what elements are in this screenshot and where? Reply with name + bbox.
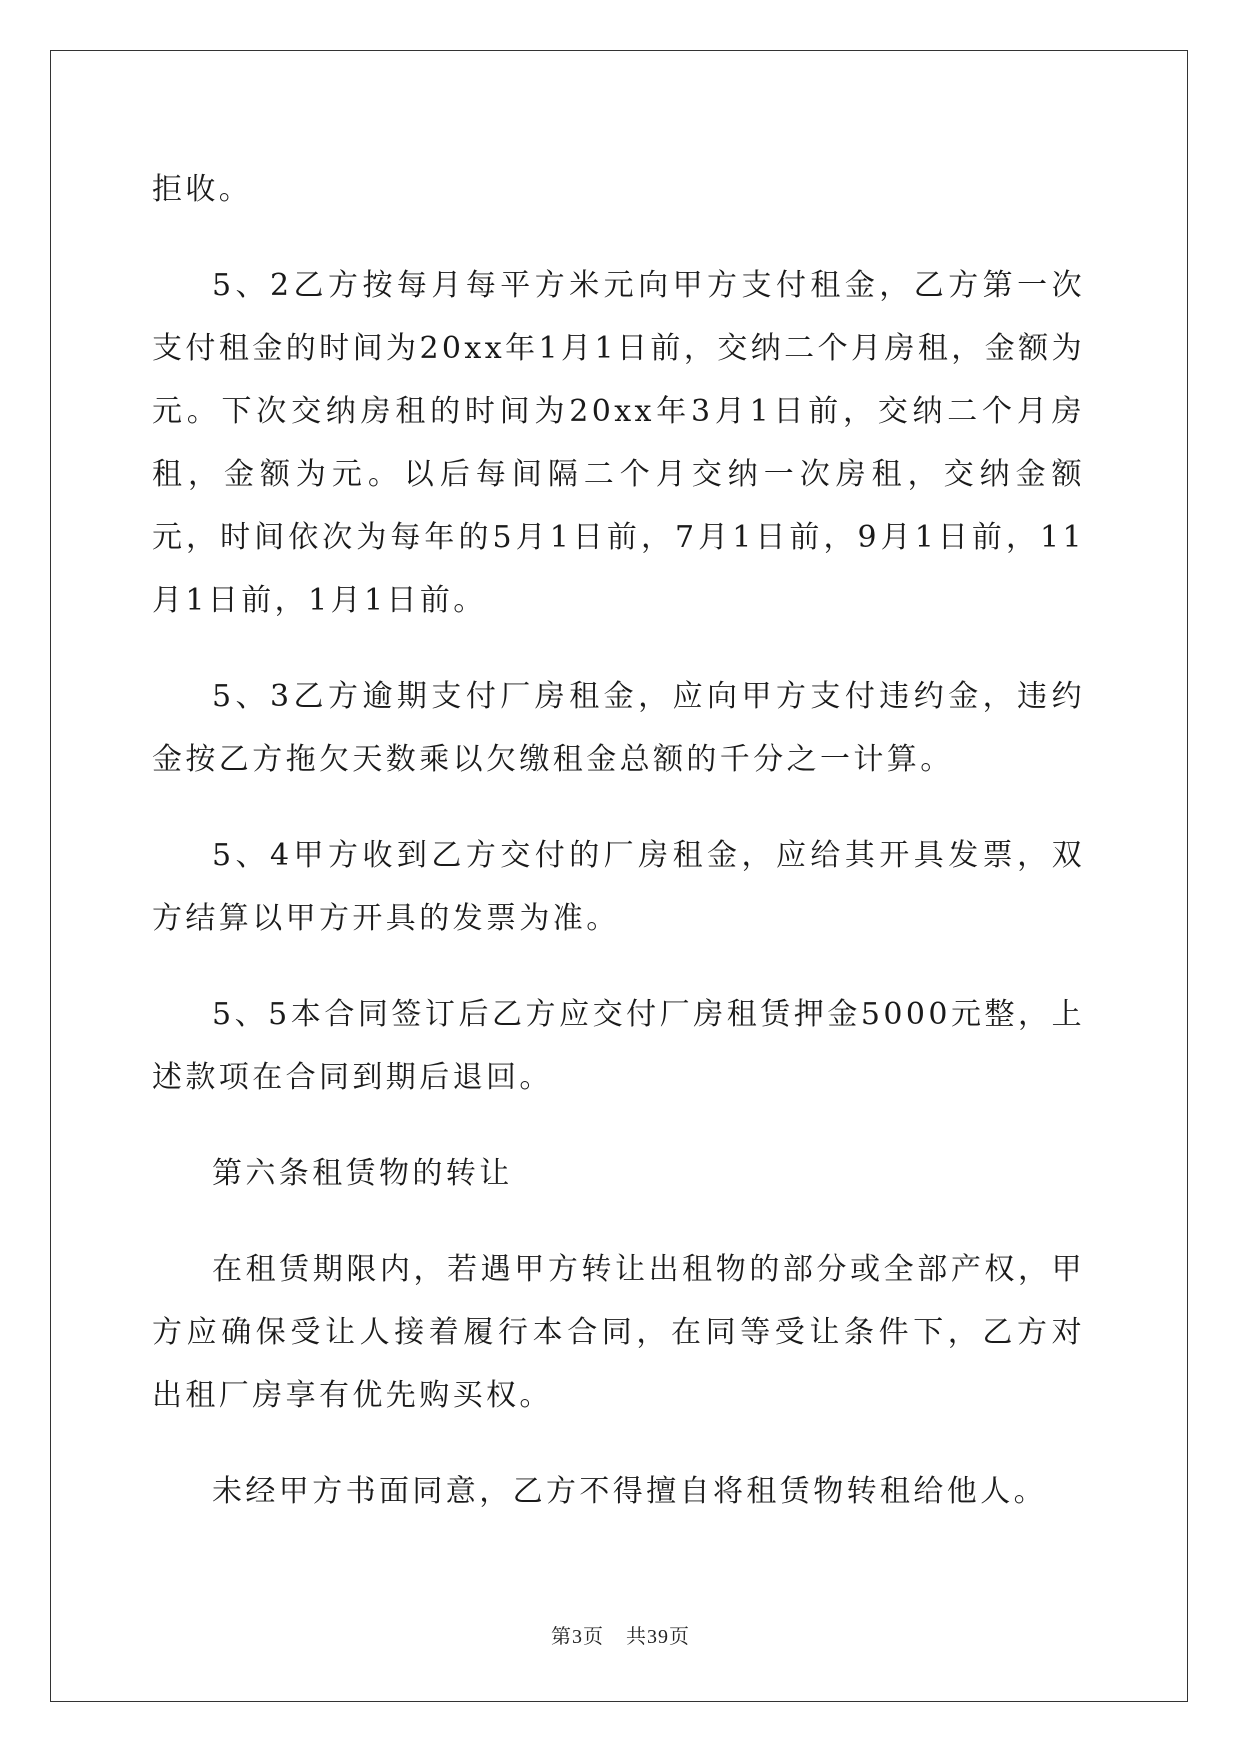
footer-total-prefix: 共 xyxy=(626,1624,647,1648)
footer-total-pages: 39 xyxy=(647,1626,669,1648)
paragraph-clause-5-4: 5、4甲方收到乙方交付的厂房租金，应给其开具发票，双方结算以甲方开具的发票为准。 xyxy=(152,838,1085,936)
paragraph-sublease-restriction: 未经甲方书面同意，乙方不得擅自将租赁物转租给他人。 xyxy=(212,1474,1047,1509)
footer-page-prefix: 第 xyxy=(551,1624,572,1648)
section-heading-article-6: 第六条租赁物的转让 xyxy=(212,1156,513,1191)
footer-page-suffix: 页 xyxy=(583,1624,604,1648)
document-body xyxy=(152,158,1085,1523)
paragraph-clause-5-2: 5、2乙方按每月每平方米元向甲方支付租金，乙方第一次支付租金的时间为20xx年1月1日前，交纳二个月房租，金额为元。下次交纳房租的时间为20xx年3月1日前，交纳二个月房租，金额为元。以后每间隔二个月交纳一次房租，交纳金额元，时间依次为每年的5月1日前，7月1日前，9月1日前，11月1日前，1月1日前。 xyxy=(152,268,1085,618)
paragraph-continuation: 拒收。 xyxy=(152,172,253,207)
paragraph-transfer-priority: 在租赁期限内，若遇甲方转让出租物的部分或全部产权，甲方应确保受让人接着履行本合同，在同等受让条件下，乙方对出租厂房享有优先购买权。 xyxy=(152,1252,1085,1413)
paragraph-clause-5-5: 5、5本合同签订后乙方应交付厂房租赁押金5000元整，上述款项在合同到期后退回。 xyxy=(152,997,1085,1095)
paragraph-clause-5-3: 5、3乙方逾期支付厂房租金，应向甲方支付违约金，违约金按乙方拖欠天数乘以欠缴租金总额的千分之一计算。 xyxy=(152,679,1085,777)
page-footer xyxy=(0,1624,1241,1649)
footer-page-number: 3 xyxy=(572,1626,583,1648)
footer-total-suffix: 页 xyxy=(669,1624,690,1648)
